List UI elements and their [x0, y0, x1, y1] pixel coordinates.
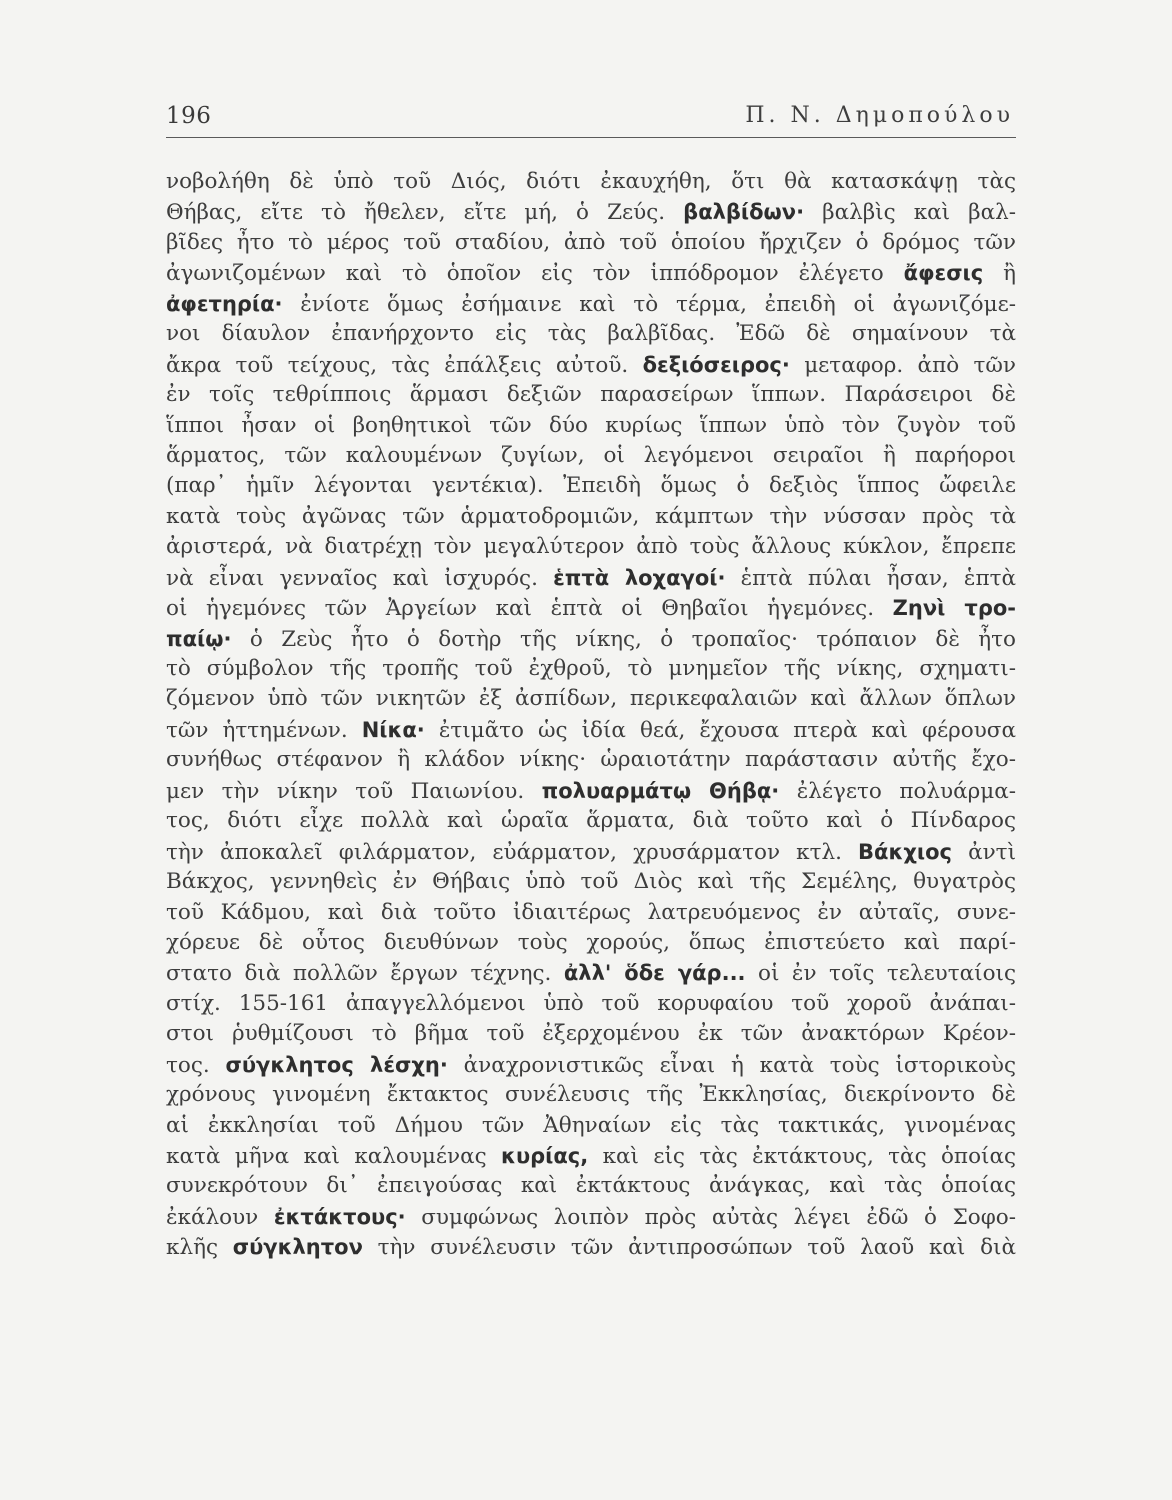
text-span: ἢ: [983, 261, 1016, 287]
text-span: ἐκάλουν: [166, 1204, 274, 1230]
text-line: [166, 745, 1016, 775]
text-line: [166, 471, 1016, 501]
text-line: [166, 684, 1016, 714]
text-span: καὶ εἰς τὰς ἐκτάκτους, τὰς ὁποίας: [588, 1144, 1016, 1169]
term-heading: ἑπτὰ λοχαγοί·: [553, 565, 726, 590]
text-span: τος.: [166, 1052, 226, 1078]
text-span: τος, διότι εἶχε πολλὰ καὶ ὡραῖα ἅρματα, διὰ τοῦτο καὶ ὁ Πίνδαρος: [166, 808, 1016, 834]
term-heading: πολυαρμάτῳ Θήβᾳ·: [541, 778, 780, 803]
text-line: [166, 898, 1016, 928]
term-heading: ἐκτάκτους·: [273, 1204, 406, 1229]
text-line: [166, 441, 1016, 471]
text-span: ἅρματος, τῶν καλουμένων ζυγίων, οἱ λεγόμενοι σειραῖοι ἢ παρήοροι: [166, 442, 1016, 468]
text-span: τὴν ἀποκαλεῖ φιλάρματον, εὐάρματον, χρυσάρματον κτλ.: [166, 839, 859, 865]
text-span: ἀριστερά, νὰ διατρέχῃ τὸν μεγαλύτερον ἀπὸ τοὺς ἄλλους κύκλον, ἔπρεπε: [166, 534, 1016, 560]
text-line: [166, 624, 1016, 654]
text-span: ἀναχρονιστικῶς εἶναι ἡ κατὰ τοὺς ἱστορικοὺς: [447, 1052, 1016, 1078]
text-span: νὰ εἶναι γενναῖος καὶ ἰσχυρός.: [166, 565, 554, 591]
text-line: [166, 1050, 1016, 1080]
term-heading: δεξιόσειρος·: [642, 352, 790, 377]
text-line: [166, 837, 1016, 867]
text-line: [166, 989, 1016, 1019]
text-span: ἐλέγετο πολυάρμα-: [779, 778, 1016, 804]
text-span: βῖδες ἦτο τὸ μέρος τοῦ σταδίου, ἀπὸ τοῦ ὁποίου ἤρχιζεν ὁ δρόμος τῶν: [166, 229, 1016, 255]
text-line: [166, 593, 1016, 623]
text-span: ἐν τοῖς τεθρίπποις ἅρμασι δεξιῶν παρασείρων ἵππων. Παράσειροι δὲ: [166, 382, 1016, 408]
text-span: κλῆς: [166, 1235, 233, 1261]
term-heading: ἀλλ' ὅδε γάρ...: [563, 961, 746, 986]
term-heading: Νίκα·: [361, 717, 425, 742]
text-span: στατο διὰ πολλῶν ἔργων τέχνης.: [166, 961, 564, 987]
page-header: [166, 101, 1016, 138]
term-heading: ἄφεσις: [903, 261, 984, 286]
text-span: ἐνίοτε ὅμως ἐσήμαινε καὶ τὸ τέρμα, ἐπειδὴ οἱ ἀγωνιζόμε-: [282, 291, 1016, 317]
page-number: 196: [166, 103, 212, 129]
text-line: [166, 958, 1016, 988]
text-span: ὁ Ζεὺς ἦτο ὁ δοτὴρ τῆς νίκης, ὁ τροπαῖος· τρόπαιον δὲ ἦτο: [231, 626, 1016, 652]
text-span: κατὰ μῆνα καὶ καλουμένας: [166, 1144, 502, 1169]
text-span: συμφώνως λοιπὸν πρὸς αὐτὰς λέγει ἐδῶ ὁ Σοφο-: [405, 1204, 1016, 1230]
text-line: [166, 502, 1016, 532]
term-heading: παίῳ·: [166, 626, 232, 651]
text-line: [166, 532, 1016, 562]
text-line: [166, 289, 1016, 319]
text-line: [166, 806, 1016, 836]
text-span: οἱ ἐν τοῖς τελευταίοις: [745, 961, 1016, 987]
text-span: αἱ ἐκκλησίαι τοῦ Δήμου τῶν Ἀθηναίων εἰς τὰς τακτικάς, γινομένας: [166, 1112, 1016, 1138]
text-span: ἄκρα τοῦ τείχους, τὰς ἐπάλξεις αὐτοῦ.: [166, 352, 643, 378]
text-span: μεταφορ. ἀπὸ τῶν: [789, 352, 1016, 378]
text-span: τῶν ἡττημένων.: [166, 717, 362, 743]
text-line: [166, 867, 1016, 897]
term-heading: ἀφετηρία·: [166, 291, 283, 316]
body-text: [166, 167, 1016, 1263]
text-span: ἐτιμᾶτο ὡς ἰδία θεά, ἔχουσα πτερὰ καὶ φέρουσα: [424, 717, 1016, 743]
text-span: συνεκρότουν δι᾽ ἐπειγούσας καὶ ἐκτάκτους ἀνάγκας, καὶ τὰς ὁποίας: [166, 1173, 1016, 1199]
text-line: [166, 1141, 1016, 1171]
text-span: τὴν συνέλευσιν τῶν ἀντιπροσώπων τοῦ λαοῦ καὶ διὰ: [362, 1235, 1016, 1261]
text-line: [166, 1111, 1016, 1141]
text-span: ἀντὶ: [952, 839, 1016, 865]
text-line: [166, 715, 1016, 745]
text-line: [166, 258, 1016, 288]
text-line: [166, 167, 1016, 197]
text-span: βαλβὶς καὶ βαλ-: [804, 200, 1016, 226]
running-head: Π. Ν. Δημοπούλου: [745, 103, 1014, 128]
text-span: ἑπτὰ πύλαι ἦσαν, ἑπτὰ: [725, 565, 1016, 591]
text-span: τοῦ Κάδμου, καὶ διὰ τοῦτο ἰδιαιτέρως λατρευόμενος ἐν αὐταῖς, συνε-: [166, 899, 1016, 925]
text-line: [166, 928, 1016, 958]
text-span: στίχ. 155-161 ἀπαγγελλόμενοι ὑπὸ τοῦ κορυφαίου τοῦ χοροῦ ἀνάπαι-: [166, 990, 1016, 1016]
text-line: [166, 1171, 1016, 1201]
text-span: Θήβας, εἴτε τὸ ἤθελεν, εἴτε μή, ὁ Ζεύς.: [166, 200, 684, 226]
text-span: ἵπποι ἦσαν οἱ βοηθητικοὶ τῶν δύο κυρίως ἵππων ὑπὸ τὸν ζυγὸν τοῦ: [166, 412, 1016, 438]
text-line: [166, 380, 1016, 410]
term-heading: Ζηνὶ τρο-: [892, 596, 1016, 621]
term-heading: κυρίας,: [501, 1144, 589, 1168]
term-heading: σύγκλητον: [232, 1235, 363, 1260]
text-span: χόρευε δὲ οὗτος διευθύνων τοὺς χορούς, ὅπως ἐπιστεύετο καὶ παρί-: [166, 929, 1016, 955]
text-line: [166, 197, 1016, 227]
text-span: οἱ ἡγεμόνες τῶν Ἀργείων καὶ ἑπτὰ οἱ Θηβαῖοι ἡγεμόνες.: [166, 596, 893, 622]
text-line: [166, 1202, 1016, 1232]
text-span: μεν τὴν νίκην τοῦ Παιωνίου.: [166, 778, 542, 804]
text-span: ζόμενον ὑπὸ τῶν νικητῶν ἐξ ἀσπίδων, περικεφαλαιῶν καὶ ἄλλων ὅπλων: [166, 686, 1016, 712]
text-span: νοβολήθη δὲ ὑπὸ τοῦ Διός, διότι ἐκαυχήθη, ὅτι θὰ κατασκάψῃ τὰς: [166, 169, 1016, 194]
text-line: [166, 319, 1016, 349]
text-line: [166, 776, 1016, 806]
text-line: [166, 1019, 1016, 1049]
text-line: [166, 654, 1016, 684]
text-span: τὸ σύμβολον τῆς τροπῆς τοῦ ἐχθροῦ, τὸ μνημεῖον τῆς νίκης, σχηματι-: [166, 656, 1016, 681]
text-span: συνήθως στέφανον ἢ κλάδον νίκης· ὡραιοτάτην παράστασιν αὐτῆς ἔχο-: [166, 747, 1016, 773]
text-line: [166, 1232, 1016, 1262]
text-span: χρόνους γινομένη ἔκτακτος συνέλευσις τῆς Ἐκκλησίας, διεκρίνοντο δὲ: [166, 1082, 1016, 1108]
term-heading: βαλβίδων·: [683, 200, 805, 225]
text-span: νοι δίαυλον ἐπανήρχοντο εἰς τὰς βαλβῖδας. Ἐδῶ δὲ σημαίνουν τὰ: [166, 321, 1016, 347]
text-span: (παρ᾽ ἡμῖν λέγονται γεντέκια). Ἐπειδὴ ὅμως ὁ δεξιὸς ἵππος ὤφειλε: [166, 473, 1016, 499]
text-line: [166, 563, 1016, 593]
text-span: στοι ῥυθμίζουσι τὸ βῆμα τοῦ ἐξερχομένου ἐκ τῶν ἀνακτόρων Κρέον-: [166, 1021, 1016, 1047]
text-span: ἀγωνιζομένων καὶ τὸ ὁποῖον εἰς τὸν ἱππόδρομον ἐλέγετο: [166, 261, 904, 287]
text-line: [166, 228, 1016, 258]
text-span: Βάκχος, γεννηθεὶς ἐν Θήβαις ὑπὸ τοῦ Διὸς καὶ τῆς Σεμέλης, θυγατρὸς: [166, 869, 1016, 895]
text-line: [166, 1080, 1016, 1110]
text-line: [166, 350, 1016, 380]
text-span: κατὰ τοὺς ἀγῶνας τῶν ἁρματοδρομιῶν, κάμπτων τὴν νύσσαν πρὸς τὰ: [166, 503, 1016, 529]
text-line: [166, 411, 1016, 441]
term-heading: σύγκλητος λέσχη·: [225, 1052, 448, 1077]
term-heading: Βάκχιος: [858, 839, 952, 864]
